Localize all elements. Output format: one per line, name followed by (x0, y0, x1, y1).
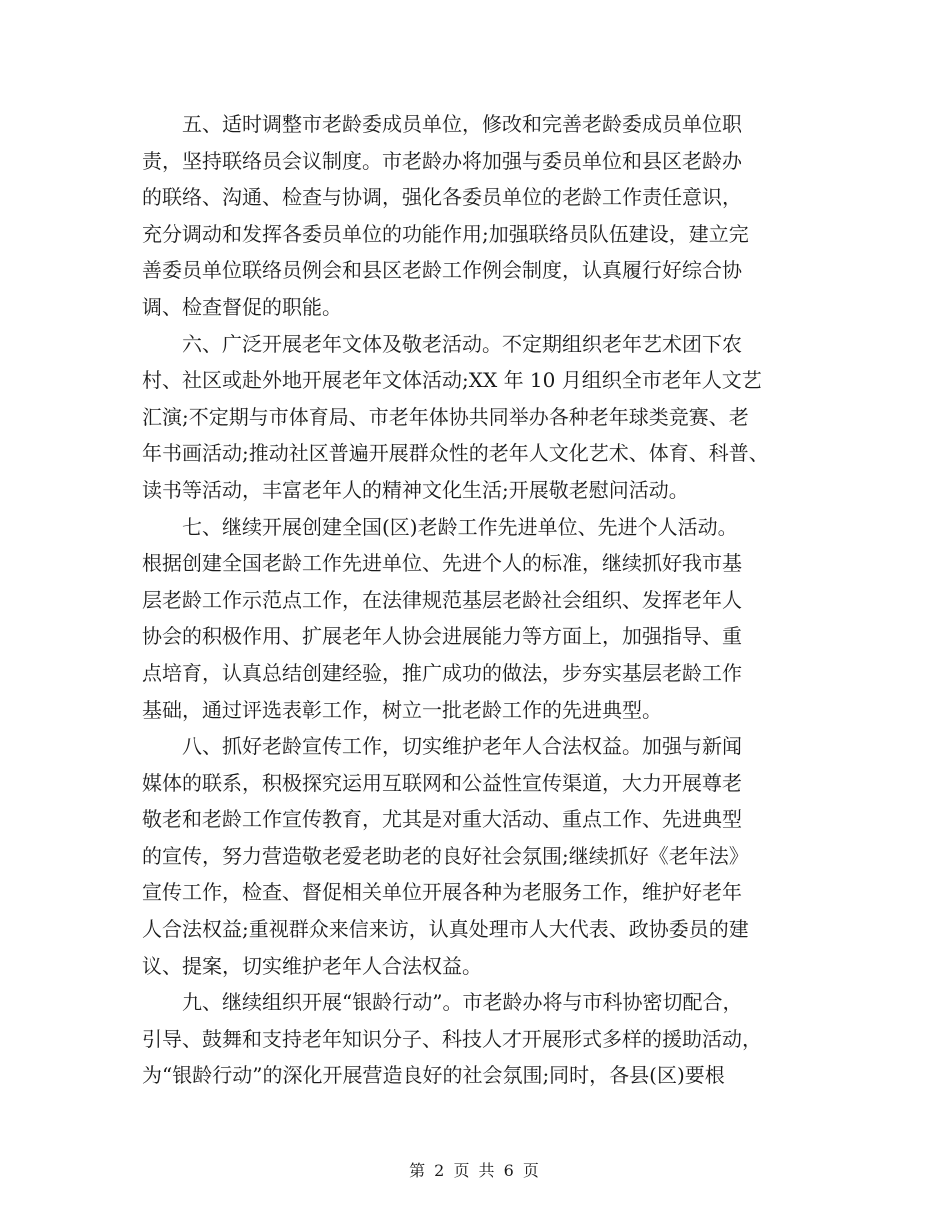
text-line: 引导、鼓舞和支持老年知识分子、科技人才开展形式多样的援助活动， (142, 1026, 762, 1051)
text-line: 九、继续组织开展“银龄行动”。市老龄办将与市科协密切配合， (182, 990, 743, 1015)
text-line: 读书等活动，丰富老年人的精神文化生活;开展敬老慰问活动。 (142, 477, 689, 502)
text-line: 八、抓好老龄宣传工作，切实维护老年人合法权益。加强与新闻 (182, 734, 742, 759)
text-line: 调、检查督促的职能。 (142, 294, 342, 319)
text-line: 点培育，认真总结创建经验，推广成功的做法，步夯实基层老龄工作 (142, 660, 742, 685)
paragraph-5 (142, 106, 810, 326)
text-line: 七、继续开展创建全国(区)老龄工作先进单位、先进个人活动。 (182, 514, 738, 539)
paragraph-8 (142, 728, 810, 984)
text-line: 村、社区或赴外地开展老年文体活动;XX 年 10 月组织全市老年人文艺 (142, 368, 762, 393)
text-line: 人合法权益;重视群众来信来访，认真处理市人大代表、政协委员的建 (142, 917, 749, 942)
text-line: 宣传工作，检查、督促相关单位开展各种为老服务工作，维护好老年 (142, 880, 742, 905)
page-number-footer: 第 2 页 共 6 页 (409, 1161, 541, 1180)
paragraph-9 (142, 984, 810, 1094)
text-line: 充分调动和发挥各委员单位的功能作用;加强联络员队伍建设，建立完 (142, 221, 749, 246)
text-line: 为“银龄行动”的深化开展营造良好的社会氛围;同时，各县(区)要根 (142, 1063, 725, 1088)
text-line: 善委员单位联络员例会和县区老龄工作例会制度，认真履行好综合协 (142, 258, 742, 283)
text-line: 敬老和老龄工作宣传教育，尤其是对重大活动、重点工作、先进典型 (142, 807, 742, 832)
text-line: 根据创建全国老龄工作先进单位、先进个人的标准，继续抓好我市基 (142, 551, 742, 576)
text-line: 的联络、沟通、检查与协调，强化各委员单位的老龄工作责任意识， (142, 185, 742, 210)
text-line: 协会的积极作用、扩展老年人协会进展能力等方面上，加强指导、重 (142, 624, 742, 649)
text-line: 年书画活动;推动社区普遍开展群众性的老年人文化艺术、体育、科普、 (142, 441, 769, 466)
text-line: 责，坚持联络员会议制度。市老龄办将加强与委员单位和县区老龄办 (142, 148, 742, 173)
text-line: 六、广泛开展老年文体及敬老活动。不定期组织老年艺术团下农 (182, 331, 742, 356)
text-line: 议、提案，切实维护老年人合法权益。 (142, 953, 482, 978)
text-line: 基础，通过评选表彰工作，树立一批老龄工作的先进典型。 (142, 697, 662, 722)
text-line: 五、适时调整市老龄委成员单位，修改和完善老龄委成员单位职 (182, 112, 742, 136)
document-body (142, 106, 810, 1094)
paragraph-6 (142, 326, 810, 509)
text-line: 汇演;不定期与市体育局、市老年体协共同举办各种老年球类竞赛、老 (142, 404, 749, 429)
text-line: 媒体的联系，积极探究运用互联网和公益性宣传渠道，大力开展尊老 (142, 770, 742, 795)
text-line: 的宣传，努力营造敬老爱老助老的良好社会氛围;继续抓好《老年法》 (142, 843, 749, 868)
text-line: 层老龄工作示范点工作，在法律规范基层老龄社会组织、发挥老年人 (142, 587, 742, 612)
paragraph-7 (142, 509, 810, 729)
